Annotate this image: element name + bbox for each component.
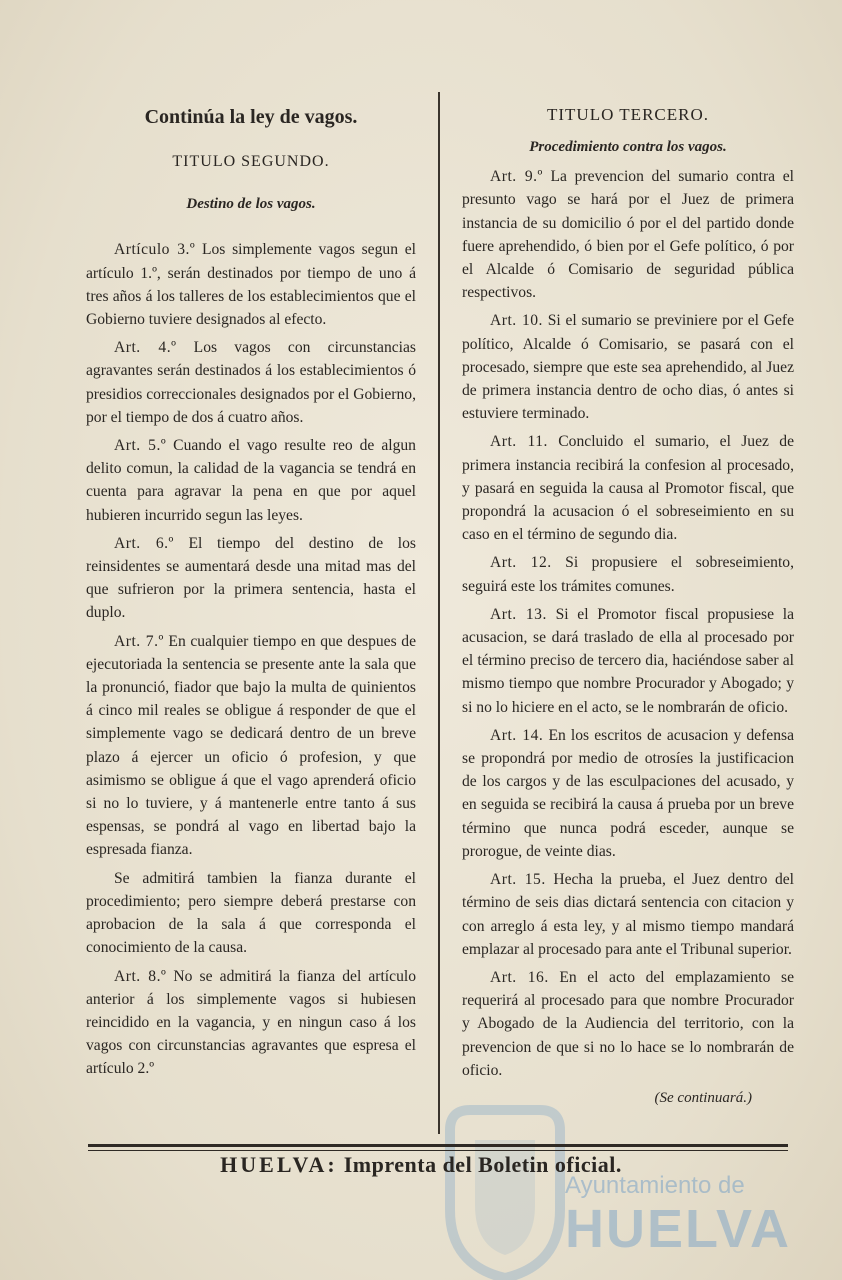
footer-rule-thin <box>88 1150 788 1151</box>
article-text: La prevencion del sumario contra el presunto vago se hará por el Juez de primera instancia de su domicilio ó por el del partido donde fuere aprehendido, ó bien por el Gefe político, ó por el Alcalde ó Comisario de seguridad pública respectivos. <box>462 168 794 302</box>
article-text: El tiempo del destino de los reinsidentes se aumentará desde una mitad mas del que sufrieron por la primera sentencia, hasta el duplo. <box>86 534 416 622</box>
continuation-note: (Se continuará.) <box>654 1089 752 1106</box>
article-paragraph <box>462 309 794 425</box>
article-text: No se admitirá la fianza del artículo anterior á los simplemente vagos si hubiesen reincidido en la vagancia, y en ningun caso á los vagos con circunstancias agravantes que espresa el artículo 2.º <box>86 967 416 1078</box>
footer-rule-thick <box>88 1144 788 1147</box>
article-paragraph <box>86 867 416 960</box>
article-text: Concluido el sumario, el Juez de primera instancia recibirá la confesion al procesado, y pasará en seguida la causa al Promotor fiscal, que propondrá la acusacion ó el sobreseimiento en su caso en el término de segundo dia. <box>462 433 794 544</box>
column-divider <box>438 92 440 1134</box>
left-subtitle: Destino de los vagos. <box>186 196 316 213</box>
article-text: En los escritos de acusacion y defensa se propondrá por medio de otrosíes la justificacion de los cargos y de las esculpaciones del acusado, y en seguida se recibirá la causa á prueba por un breve término que nunca podrá esceder, aunque se prorogue, de veinte dias. <box>462 726 794 860</box>
article-label: Artículo 3.º <box>114 241 196 259</box>
article-text: Los simplemente vagos segun el artículo 1.º, serán destinados por tiempo de uno á tres años á los talleres de los establecimientos que el Gobierno tuviere designados al efecto. <box>86 241 416 329</box>
article-paragraph <box>462 430 794 546</box>
article-label: Art. 14. <box>490 726 544 744</box>
article-text: Si el sumario se previniere por el Gefe político, Alcalde ó Comisario, se pasará con el procesado, siempre que este sea aprehendido, al Juez de primera instancia dentro de ocho dias, ó antes si estuviere terminado. <box>462 312 795 423</box>
article-label: Art. 16. <box>490 968 549 986</box>
printer-imprint <box>0 1152 842 1178</box>
article-label: Art. 15. <box>490 871 546 889</box>
article-label: Art. 8.º <box>114 967 167 985</box>
article-label: Art. 11. <box>490 433 548 451</box>
article-paragraph <box>86 965 416 1081</box>
article-label: Art. 5.º <box>114 437 167 455</box>
article-text: Se admitirá tambien la fianza durante el procedimiento; pero siempre deberá prestarse con aprobacion de la sala á que corresponda el conocimiento de la causa. <box>86 869 416 957</box>
left-column <box>86 100 416 1086</box>
right-column-title: TITULO TERCERO. <box>546 105 709 124</box>
article-paragraph <box>462 724 794 863</box>
article-text: Si el Promotor fiscal propusiese la acusacion, se dará traslado de ella al procesado por el término preciso de tercero dia, haciéndose saber al mismo tiempo que nombre Procurador y Abogado; y si no lo hiciere en el acto, se le nombrarán de oficio. <box>462 605 794 716</box>
article-paragraph <box>462 551 794 597</box>
article-paragraph <box>86 532 416 625</box>
article-paragraph <box>462 868 794 961</box>
article-text: Hecha la prueba, el Juez dentro del término de seis dias dictará sentencia con citacion y con arreglo á esta ley, y al mismo tiempo mandará emplazar al procesado para ante el Tribunal superior. <box>462 871 794 958</box>
article-paragraph <box>462 603 794 719</box>
article-label: Art. 13. <box>490 605 547 623</box>
right-column <box>462 100 794 1110</box>
article-paragraph <box>462 966 794 1082</box>
imprint-press: Imprenta del Boletin oficial. <box>337 1152 622 1177</box>
right-subtitle: Procedimiento contra los vagos. <box>529 139 727 155</box>
article-label: Art. 6.º <box>114 534 174 552</box>
article-paragraph <box>86 434 416 527</box>
article-text: Los vagos con circunstancias agravantes serán destinados á los establecimientos ó presidios correccionales designados por el Gobierno, por el tiempo de dos á cuatro años. <box>86 339 416 426</box>
watermark-line1: Ayuntamiento de <box>565 1172 745 1199</box>
article-text: En cualquier tiempo en que despues de ejecutoriada la sentencia se presente ante la sala que la pronunció, fiador que bajo la multa de quinientos á cinco mil reales se obligue á responder de que el simplemente vago se dedicará dentro de un breve plazo á ejercer un oficio ó profesion, y que asimismo se obligue á que el vago aprenderá oficio si no lo tuviere, y á mantenerle entre tanto á sus espensas, se pondrá al vago en libertad bajo la espresada fianza. <box>86 632 416 859</box>
article-label: Art. 4.º <box>114 339 177 357</box>
article-label: Art. 12. <box>490 554 552 572</box>
watermark-line2: HUELVA <box>565 1199 791 1259</box>
article-text: Cuando el vago resulte reo de algun delito comun, la calidad de la vagancia se tendrá en cuenta para agravar la pena en que por aquel hubieren incurrido segun las leyes. <box>86 437 416 524</box>
article-label: Art. 7.º <box>114 632 164 650</box>
article-paragraph <box>462 165 794 304</box>
imprint-city: HUELVA: <box>220 1152 338 1177</box>
article-label: Art. 10. <box>490 312 543 330</box>
left-column-title: Continúa la ley de vagos. <box>144 106 358 128</box>
article-text: En el acto del emplazamiento se requerirá al procesado para que nombre Procurador y Abogado de la Audiencia del territorio, con la prevencion de que si no lo hace se lo nombrarán de oficio. <box>462 968 794 1079</box>
article-text: Si propusiere el sobreseimiento, seguirá este los trámites comunes. <box>462 554 794 595</box>
article-paragraph <box>86 336 416 429</box>
article-paragraph <box>86 238 416 331</box>
article-paragraph <box>86 630 416 862</box>
section-title-segundo: TITULO SEGUNDO. <box>172 153 330 170</box>
article-label: Art. 9.º <box>490 168 543 186</box>
